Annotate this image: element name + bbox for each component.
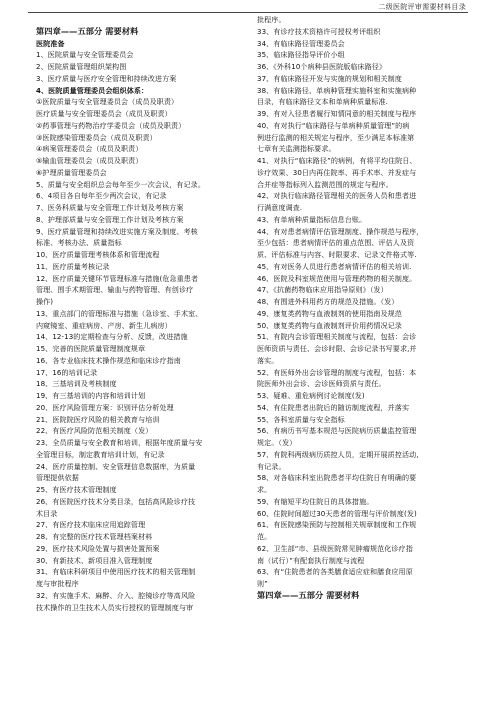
right-text-line: 则”: [257, 579, 268, 588]
left-text-line: 11、医疗质量考核记录: [36, 261, 110, 271]
left-text-line: ⑤输血管理委员会（成员及职责）: [36, 156, 143, 165]
right-text-line: 38、有临床路径、单病种管理实施科室和实施病种: [257, 85, 417, 95]
left-column: [36, 14, 254, 613]
right-text-line: 55、各科室质量与安全指标: [257, 414, 345, 424]
left-text-line: 24、医疗质量控制、安全管理信息数据库，为质量: [36, 461, 196, 471]
right-text-line: 62、卫生部“市、县级医院常见肿瘤规范化诊疗指: [257, 543, 413, 553]
left-text-line: 17、16的培训记录: [36, 367, 98, 377]
left-text-line: 医院准备: [36, 38, 65, 48]
left-text-line: 20、医疗风险管理方案：识别评估分析处理: [36, 402, 174, 412]
left-text-line: 30、有新技术、新项目准入管理制度: [36, 555, 153, 565]
right-text-line: 南（试行）”有配套执行制度与流程: [257, 555, 365, 565]
right-text-line: 51、有院内会诊管理相关制度与流程，包括：会诊: [257, 332, 417, 342]
left-text-line: 医疗质量与安全管理委员会（成员及职责）: [36, 109, 172, 118]
right-text-line: 57、有院科两级病历质控人员，定期开展质控活动,: [257, 449, 419, 459]
left-text-line: ③医院感染管理委员会（成员及职责）: [36, 132, 157, 142]
right-text-line: 36、《外科10个病种县医院版临床路径》: [257, 62, 387, 71]
right-text-line: 54、有住院患者出院后的随访制度流程，并落实: [257, 402, 410, 412]
right-text-line: 例进行监测的相关规定与程序，至少满足本标准第: [257, 132, 415, 142]
left-text-line: 2、医院质量管理组织架构图: [36, 62, 127, 71]
left-text-line: 16、各专业临床技术操作规范和临床诊疗指南: [36, 355, 181, 365]
right-text-line: 58、对各临床科室出院患者平均住院日有明确的要: [257, 473, 417, 483]
right-text-line: 至少包括：患者病情评估的重点范围、评估人及资: [257, 238, 415, 248]
left-text-line: 操作): [36, 297, 54, 306]
right-text-line: 规定。（发）: [257, 438, 297, 447]
left-text-line: 31、有临床科研项目中使用医疗技术的相关管理制: [36, 567, 196, 577]
left-text-line: 3、医疗质量与医疗安全管理和持续改进方案: [36, 73, 177, 83]
left-text-line: 8、护理部质量与安全管理工作计划及考核方案: [36, 214, 184, 224]
left-text-line: 13、重点部门的管理标准与措施（急诊室、手术室、: [36, 308, 203, 318]
left-text-line: 1、医院质量与安全管理委员会: [36, 50, 134, 60]
left-text-line: 28、有完整的医疗技术管理档案材料: [36, 532, 153, 541]
right-text-line: 49、康复类药物与血液制剂的使用指南及规范: [257, 308, 402, 318]
right-text-line: 42、对执行临床路径管理相关的医务人员和患者进: [257, 191, 417, 201]
right-text-line: 院医师外出会诊、会诊医师资质与责任。: [257, 379, 386, 389]
right-text-line: 37、有临床路径开发与实施的规划和相关制度: [257, 73, 402, 83]
right-text-line: 范。: [257, 532, 272, 541]
right-text-line: 44、有对患者病情评估管理制度、操作规范与程序，: [257, 226, 424, 236]
left-text-line: 4、医院质量管理委员会组织体系：: [36, 85, 149, 95]
right-text-line: 52、有医师外出会诊管理的制度与流程，包括：本: [257, 367, 417, 377]
right-text-line: 34、有临床路径管理委员会: [257, 38, 345, 48]
left-text-line: 9、医疗质量管理和持续改进实施方案及制度、考核: [36, 226, 198, 236]
right-text-line: 43、有单病种质量指标信息台账。: [257, 214, 367, 224]
left-text-line: 19、有三基培训的内容和培训计划: [36, 391, 146, 400]
left-text-line: ⑥护理质量管理委员会: [36, 167, 107, 177]
running-header: 二级医院评审需要材料目录: [378, 3, 466, 11]
left-text-line: 15、完善的医院质量管理制度规章: [36, 344, 146, 353]
left-text-line: 全管理目标，制定教育培训计划，有记录: [36, 449, 165, 459]
left-text-line: 第四章——五部分 需要材料: [36, 25, 139, 36]
right-text-line: 医师资质与责任、会诊时限、会诊记录书写要求,并: [257, 344, 417, 353]
left-text-line: ①医院质量与安全管理委员会（成员及职责）: [36, 97, 179, 107]
right-text-line: 行满意度调查.: [257, 203, 303, 212]
right-text-line: 批程序。: [257, 15, 286, 24]
right-text-line: 50、康复类药物与血液制剂评价用药情况记录: [257, 320, 402, 330]
right-text-line: 落实。: [257, 355, 279, 365]
left-text-line: 6、4项目各自每年至少两次会议，有记录: [36, 191, 167, 201]
left-text-line: 18、三基培训及考核制度: [36, 379, 117, 389]
left-text-line: 29、医疗技术风险处置与损害处置预案: [36, 543, 160, 553]
right-text-line: 46、医院及科室规范使用与管理药物的相关制度。: [257, 273, 417, 283]
right-text-line: 56、有病历书写基本规范与医院病历质量监控管理: [257, 426, 417, 436]
left-text-line: 7、医务科质量与安全管理工作计划及考核方案: [36, 203, 184, 212]
right-text-line: 目录，有临床路径文本和单病种质量标准.: [257, 97, 388, 107]
right-text-line: 63、有“住院患者的各类膳食适应症和膳食应用原: [257, 567, 413, 577]
right-text-line: 质、评估标准与内容、时限要求、记录文件格式等.: [257, 250, 417, 259]
left-text-line: 23、全员质量与安全教育和培训，根据年度质量与安: [36, 438, 203, 447]
right-text-line: 48、有围进外科用药方的规范及措施。（发）: [257, 297, 399, 306]
left-text-line: 技术操作的卫生技术人员实行授权的管理制度与审: [36, 602, 194, 612]
right-text-line: 合并症等指标列入监测范围的规定与程序。: [257, 179, 393, 189]
left-text-line: 管理提供依据: [36, 473, 79, 483]
right-text-line: 35、临床路径指导评价小组: [257, 50, 345, 60]
left-text-line: ②药事管理与药物治疗学委员会（成员及职责）: [36, 120, 186, 130]
right-text-line: 第四章——五部分 需要材料: [257, 589, 360, 600]
right-text-line: 47、《抗菌药物临床应用指导原则》（发）: [257, 285, 388, 295]
right-column: [257, 14, 475, 602]
left-text-line: 内窥镜室、重症病房、产房、新生儿病房）: [36, 320, 172, 330]
left-text-line: 21、医院院医疗风险的相关教育与培训: [36, 414, 160, 424]
left-text-line: 标准、考核办法、质量指标: [36, 238, 122, 248]
left-text-line: 25、有医疗技术管理制度: [36, 485, 117, 494]
left-text-line: 22、有医疗风险防范相关制度（发）: [36, 426, 153, 436]
right-text-line: 有记录。: [257, 461, 286, 471]
right-text-line: 61、有医院感染预防与控制相关规章制度和工作规: [257, 520, 417, 530]
right-text-line: 60、住院时间超过30天患者的管理与评价制度(发): [257, 508, 417, 518]
left-text-line: 管理、围手术期管理、输血与药物管理、有创诊疗: [36, 285, 194, 295]
right-text-line: 七章有关监测指标要求。: [257, 144, 336, 154]
right-text-line: 40、有对执行“临床路径与单病种质量管理”的病: [257, 120, 410, 130]
right-text-line: 求。: [257, 485, 272, 494]
left-text-line: 度与审批程序: [36, 579, 79, 588]
right-text-line: 41、对执行“临床路径”的病例，有将平均住院日、: [257, 156, 417, 165]
left-text-line: 26、有医院医疗技术分类目录，包括高风险诊疗技: [36, 496, 196, 506]
left-text-line: ④病案管理委员会（成员及职责）: [36, 144, 143, 154]
right-text-line: 33、有诊疗技术资格许可授权考评组织: [257, 26, 381, 36]
right-text-line: 53、疑难、重危病例讨论制度(发): [257, 391, 365, 400]
left-text-line: 14、12-13的定期检查与分析、反馈，改进措施: [36, 332, 188, 342]
left-text-line: 10、医疗质量管理考核体系和管理流程: [36, 250, 160, 259]
right-text-line: 39、有对入径患者履行知情同意的相关制度与程序: [257, 109, 417, 118]
left-text-line: 27、有医疗技术临床应用追踪管理: [36, 520, 146, 530]
left-text-line: 12、医疗质量关键环节管理标准与措施(危急重患者: [36, 273, 199, 283]
header-rule: [28, 12, 468, 13]
right-text-line: 59、有缩短平均住院日的具体措施。: [257, 496, 374, 506]
right-text-line: 诊疗效果、30日内再住院率、再手术率、并发症与: [257, 167, 417, 177]
left-text-line: [36, 14, 254, 26]
left-text-line: 5、质量与安全组织总会每年至少一次会议，有记录。: [36, 179, 205, 189]
left-text-line: 术目录: [36, 508, 58, 518]
left-text-line: 32、有实施手术、麻醉、介入、腔镜诊疗等高风险: [36, 590, 196, 600]
right-text-line: 45、有对医务人员进行患者病情评估的相关培训.: [257, 261, 412, 271]
